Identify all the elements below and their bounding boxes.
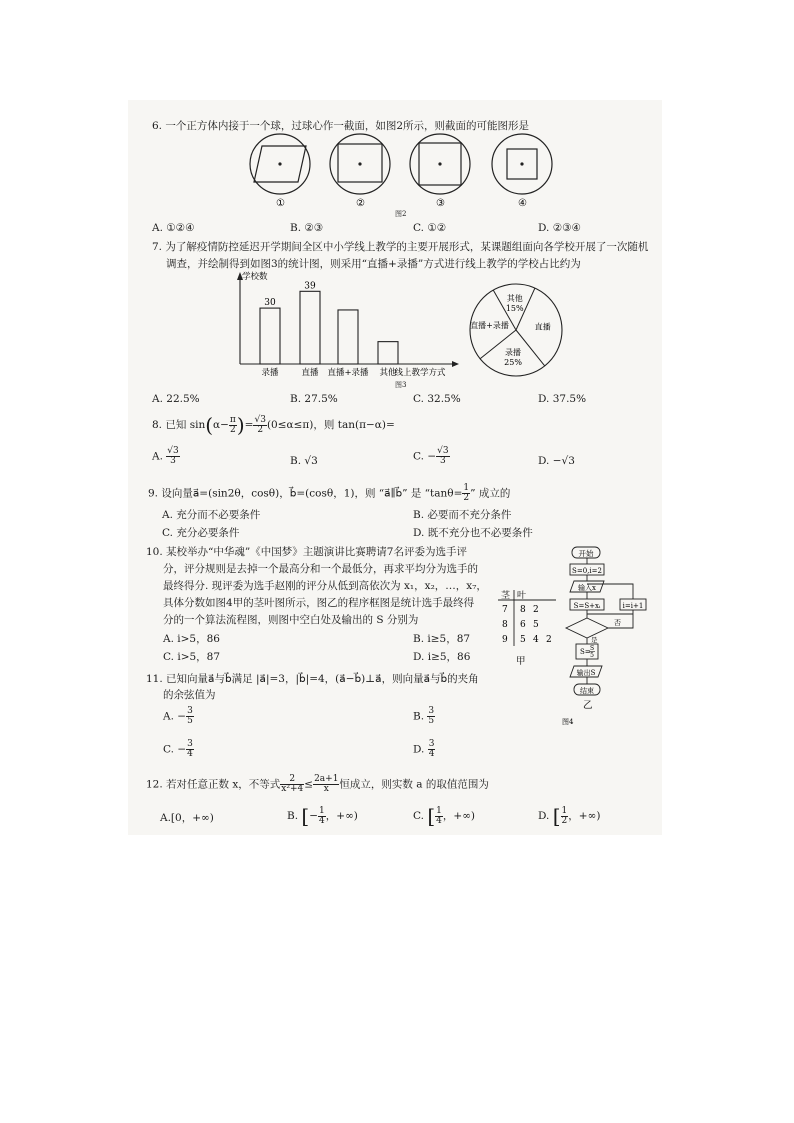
q10-line1: 10. 某校举办“中华魂”《中国梦》主题演讲比赛聘请7名评委为选手评 (146, 546, 467, 558)
q11-option-d: D. $\frac{3}{4}$ (413, 739, 435, 759)
q6-fig-caption: 图2 (395, 210, 407, 218)
q8-prefix: 8. 已知 (152, 419, 187, 431)
q10-option-d: D. i≥5，86 (413, 651, 471, 663)
q12-option-d: D. [ $\frac{1}{2}$ ，+∞) (538, 804, 601, 828)
q9-option-b: B. 必要而不充分条件 (413, 509, 512, 521)
flow-yes: 是 (591, 636, 598, 644)
flow-accum: S=S+xᵢ (573, 602, 601, 610)
pie-slice-label: 直播+录播 (470, 320, 509, 330)
q6-fig4 (492, 134, 552, 194)
flow-inc: i=i+1 (622, 602, 644, 610)
stem-leaf-plot (496, 588, 566, 668)
q9-option-d: D. 既不充分也不必要条件 (413, 527, 533, 539)
leaf-value: 2 (533, 605, 539, 615)
q8-option-a: A. $\frac{√3}{3}$ (152, 446, 179, 466)
q8-option-c: C. − $\frac{√3}{3}$ (413, 446, 449, 466)
q6-fig3 (410, 134, 470, 194)
q8-eq: = (244, 419, 254, 431)
q11-stem-line1: 11. 已知向量a⃗与b⃗满足 |a⃗|=3，|b⃗|=4，(a⃗−b⃗)⊥a⃗，则向量a⃗与b⃗的夹角 (146, 673, 479, 685)
q10-line2: 分，评分规则是去掉一个最高分和一个最低分，再求平均分为选手的 (163, 563, 478, 575)
q8-stem: 8. 已知 sin(α− $\frac{\pi}{2}$ )= $\frac{√3}{2}$ (0≤α≤π)，则 tan(π−α)= (152, 413, 395, 437)
leaf-value: 6 (520, 620, 526, 630)
q6-fig3-label: ③ (436, 198, 445, 209)
q7-bar-chart (230, 268, 470, 380)
q7-stem-line1: 7. 为了解疫情防控延迟开学期间全区中小学线上教学的主要开展形式，某课题组面向各学校开展了一次随机 (152, 241, 649, 253)
q7-fig-caption: 图3 (395, 381, 407, 389)
q8-alpha: α− (213, 419, 229, 431)
pie-slice-label: 直播 (534, 322, 551, 332)
q6-fig1-label: ① (276, 198, 285, 209)
q7-option-d: D. 37.5% (538, 393, 587, 405)
q7-option-b: B. 27.5% (290, 393, 338, 405)
q6-figure (240, 132, 570, 210)
q7-option-c: C. 32.5% (413, 393, 461, 405)
q6-option-b: B. ②③ (290, 222, 324, 234)
q10-option-a: A. i>5，86 (163, 633, 220, 645)
q7-option-a: A. 22.5% (152, 393, 200, 405)
q7-pie-chart (466, 280, 566, 380)
bar-axes (237, 272, 459, 367)
q12-option-b: B. [− $\frac{1}{4}$ ，+∞) (287, 804, 358, 828)
leaf-value: 8 (520, 605, 526, 615)
flow-output: 输出S (576, 669, 596, 677)
pie-slice-percent: 15% (505, 304, 524, 314)
flow-avg-den: 5 (590, 652, 594, 659)
bar-1 (300, 291, 320, 364)
pie-slice-percent: 25% (504, 357, 522, 367)
q8-pi-over-2: $\frac{\pi}{2}$ (229, 414, 236, 435)
bar-2 (338, 310, 358, 364)
flow-input: 输入x (578, 584, 596, 592)
leaf-value: 5 (520, 635, 526, 645)
flow-fig-caption: 图4 (562, 718, 574, 726)
leaf-header: 叶 (517, 591, 527, 601)
flow-end: 结束 (580, 687, 594, 695)
bar-0 (260, 308, 280, 364)
q11-stem-line2: 的余弦值为 (163, 689, 216, 701)
q6-fig2-label: ② (356, 198, 365, 209)
pie-slice-label: 其他 (506, 294, 523, 304)
q6-stem: 6. 一个正方体内接于一个球，过球心作一截面，如图2所示，则截面的可能图形是 (152, 120, 530, 132)
q12-stem: 12. 若对任意正数 x，不等式 $\frac{2}{\text{x²+4}}$ ≤ $\frac{2a+1}{x}$ 恒成立，则实数 a 的取值范围为 (146, 774, 489, 794)
q9-option-a: A. 充分而不必要条件 (162, 509, 261, 521)
stem-header: 茎 (501, 591, 511, 601)
q6-fig4-label: ④ (518, 198, 527, 209)
bar-category-label: 直播 (301, 368, 319, 378)
stem-leaf-caption: 甲 (516, 656, 526, 667)
q8-condition: (0≤α≤π)，则 tan(π−α)= (266, 419, 395, 431)
bar-category-label: 其他 (379, 368, 397, 378)
flow-avg-lhs: S= (580, 648, 591, 656)
q7-stem-line2: 调查，并绘制得到如图3的统计图，则采用“直播+录播”方式进行线上教学的学校占比约为 (166, 258, 581, 270)
flow-caption: 乙 (583, 700, 593, 711)
flow-init: S=0,i=2 (572, 567, 602, 575)
bar-data-label: 30 (264, 298, 276, 309)
stem-value: 9 (502, 635, 508, 645)
leaf-value: 4 (533, 635, 539, 645)
pie-slice-label: 录播 (505, 347, 522, 357)
q8-option-d: D. −√3 (538, 455, 575, 467)
q6-fig2 (330, 134, 390, 194)
q6-option-c: C. ①② (413, 222, 447, 234)
q12-option-c: C. [ $\frac{1}{4}$ ，+∞) (413, 804, 476, 828)
stem-value: 7 (502, 605, 508, 615)
q10-option-b: B. i≥5，87 (413, 633, 471, 645)
q6-option-a: A. ①②④ (152, 222, 195, 234)
q11-option-a: A. − $\frac{3}{5}$ (163, 706, 193, 726)
flow-avg-num: S (589, 645, 595, 652)
q10-option-c: C. i>5，87 (163, 651, 221, 663)
q6-fig1 (250, 134, 310, 194)
q8-sin: sin (189, 419, 206, 431)
bar-ylabel: 学校数 (242, 272, 268, 282)
bar-data-label: 39 (304, 281, 316, 292)
flow-no: 否 (614, 619, 621, 627)
bar-3 (378, 342, 398, 364)
q10-line5: 分的一个算法流程图，则图中空白处及输出的 S 分别为 (163, 614, 419, 626)
q9-stem: 9. 设向量a⃗=(sin2θ，cosθ)，b⃗=(cosθ，1)，则 “a⃗∥b⃗” 是 “tanθ= $\frac{1}{2}$ ” 成立的 (148, 483, 511, 503)
flow-start: 开始 (578, 549, 594, 558)
q10-line3: 最终得分. 现评委为选手赵刚的评分从低到高依次为 x₁，x₂，…，x₇， (163, 580, 487, 592)
flow-decision (566, 618, 608, 638)
bar-category-label: 录播 (261, 368, 279, 378)
q9-option-c: C. 充分必要条件 (162, 527, 240, 539)
q6-option-d: D. ②③④ (538, 222, 581, 234)
q8-option-b: B. √3 (290, 455, 318, 467)
flowchart (560, 544, 656, 726)
q8-sqrt3-over-2: $\frac{√3}{2}$ (254, 414, 266, 435)
leaf-value: 2 (546, 635, 552, 645)
bar-category-label: 直播+录播 (327, 368, 369, 378)
bar-xlabel: 线上教学方式 (394, 368, 446, 378)
q11-option-b: B. $\frac{3}{5}$ (413, 706, 435, 726)
q11-option-c: C. − $\frac{3}{4}$ (163, 739, 193, 759)
q12-option-a: A.[0，+∞) (160, 812, 214, 824)
leaf-value: 5 (533, 620, 539, 630)
q10-line4: 具体分数如图4甲的茎叶图所示，图乙的程序框图是统计选手最终得 (163, 597, 475, 609)
stem-value: 8 (502, 620, 508, 630)
